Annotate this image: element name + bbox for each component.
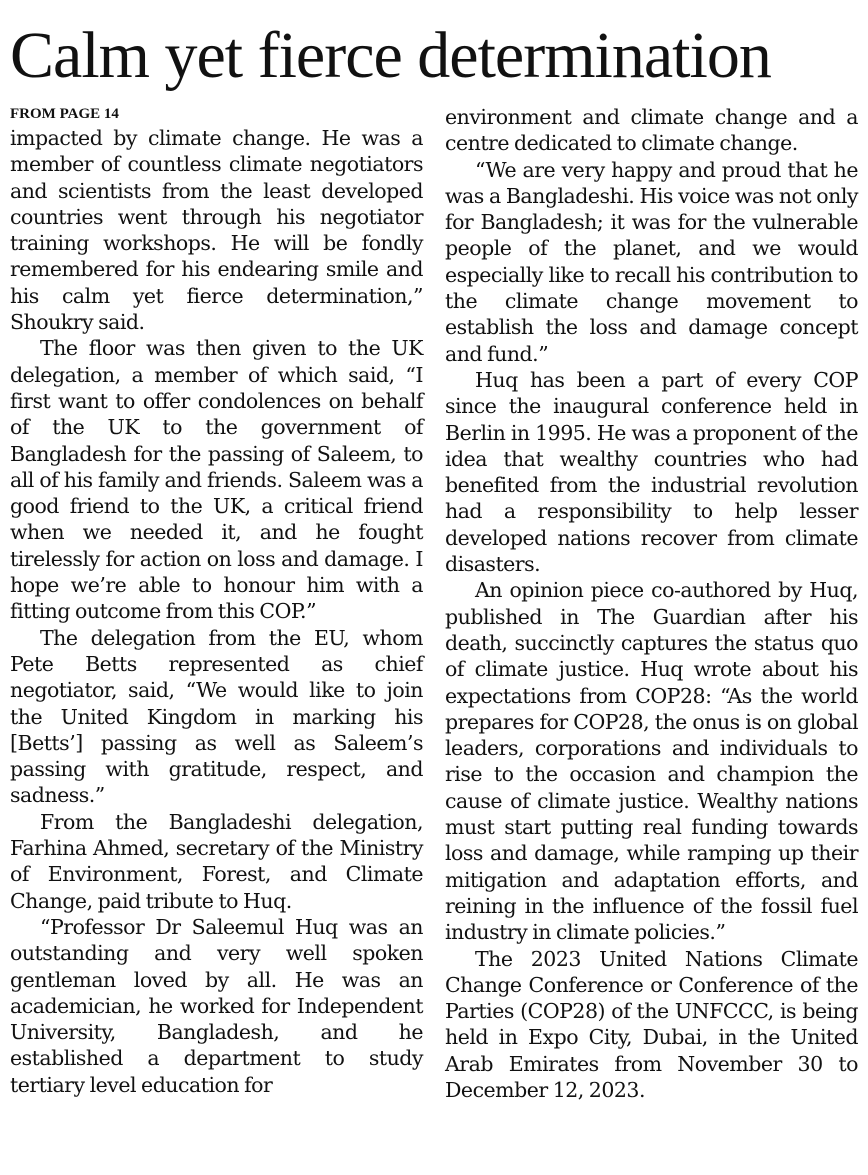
paragraph: An opinion piece co-authored by Huq, published in The Guardian after his death, succinctly captures the status quo of climate justice. Huq wrote about his expectations from COP28: “As the world prepares for COP28, the onus is on global leaders, corporations and individuals to rise to the occasion and champion the cause of climate justice. Wealthy nations must start putting real funding towards loss and damage, while ramping up their mitigation and adaptation efforts, and reining in the influence of the fossil fuel industry in climate policies.” [445,578,858,945]
headline: Calm yet fierce determination [10,19,771,92]
paragraph: Huq has been a part of every COP since the inaugural conference held in Berlin in 1995. He was a proponent of the idea that wealthy countries who had benefited from the industrial revolution had a responsibility to help lesser developed nations recover from climate disasters. [445,367,858,577]
article-column-left [10,104,423,1098]
paragraph: The 2023 United Nations Climate Change Conference or Conference of the Parties (COP28) of the UNFCCC, is being held in Expo City, Dubai, in the United Arab Emirates from November 30 to December 12, 2023. [445,946,858,1102]
paragraph: environment and climate change and a centre dedicated to climate change. [445,105,858,156]
article-column-right [445,104,858,1103]
paragraph: From the Bangladeshi delegation, Farhina Ahmed, secretary of the Ministry of Environment, Forest, and Climate Change, paid tribute to Huq. [10,809,423,913]
paragraph: The delegation from the EU, whom Pete Betts represented as chief negotiator, said, “We would like to join the United Kingdom in marking his [Betts’] passing as well as Saleem’s passing with gratitude, respect, and sadness.” [10,625,423,808]
paragraph: “We are very happy and proud that he was a Bangladeshi. His voice was not only for Bangladesh; it was for the vulnerable people of the planet, and we would especially like to recall his contribution to the climate change movement to establish the loss and damage concept and fund.” [445,157,858,366]
paragraph: The floor was then given to the UK delegation, a member of which said, “I first want to offer condolences on behalf of the UK to the government of Bangladesh for the passing of Saleem, to all of his family and friends. Saleem was a good friend to the UK, a critical friend when we needed it, and he fought tirelessly for action on loss and damage. I hope we’re able to honour him with a fitting outcome from this COP.” [10,336,423,624]
paragraph: “Professor Dr Saleemul Huq was an outstanding and very well spoken gentleman loved by all. He was an academician, he worked for Independent University, Bangladesh, and he established a department to study tertiary level education for [10,914,423,1097]
continued-from-label: FROM PAGE 14 [10,106,119,122]
paragraph: impacted by climate change. He was a member of countless climate negotiators and scientists from the least developed countries went through his negotiator training workshops. He will be fondly remembered for his endearing smile and his calm yet fierce determination,” Shoukry said. [10,126,423,335]
